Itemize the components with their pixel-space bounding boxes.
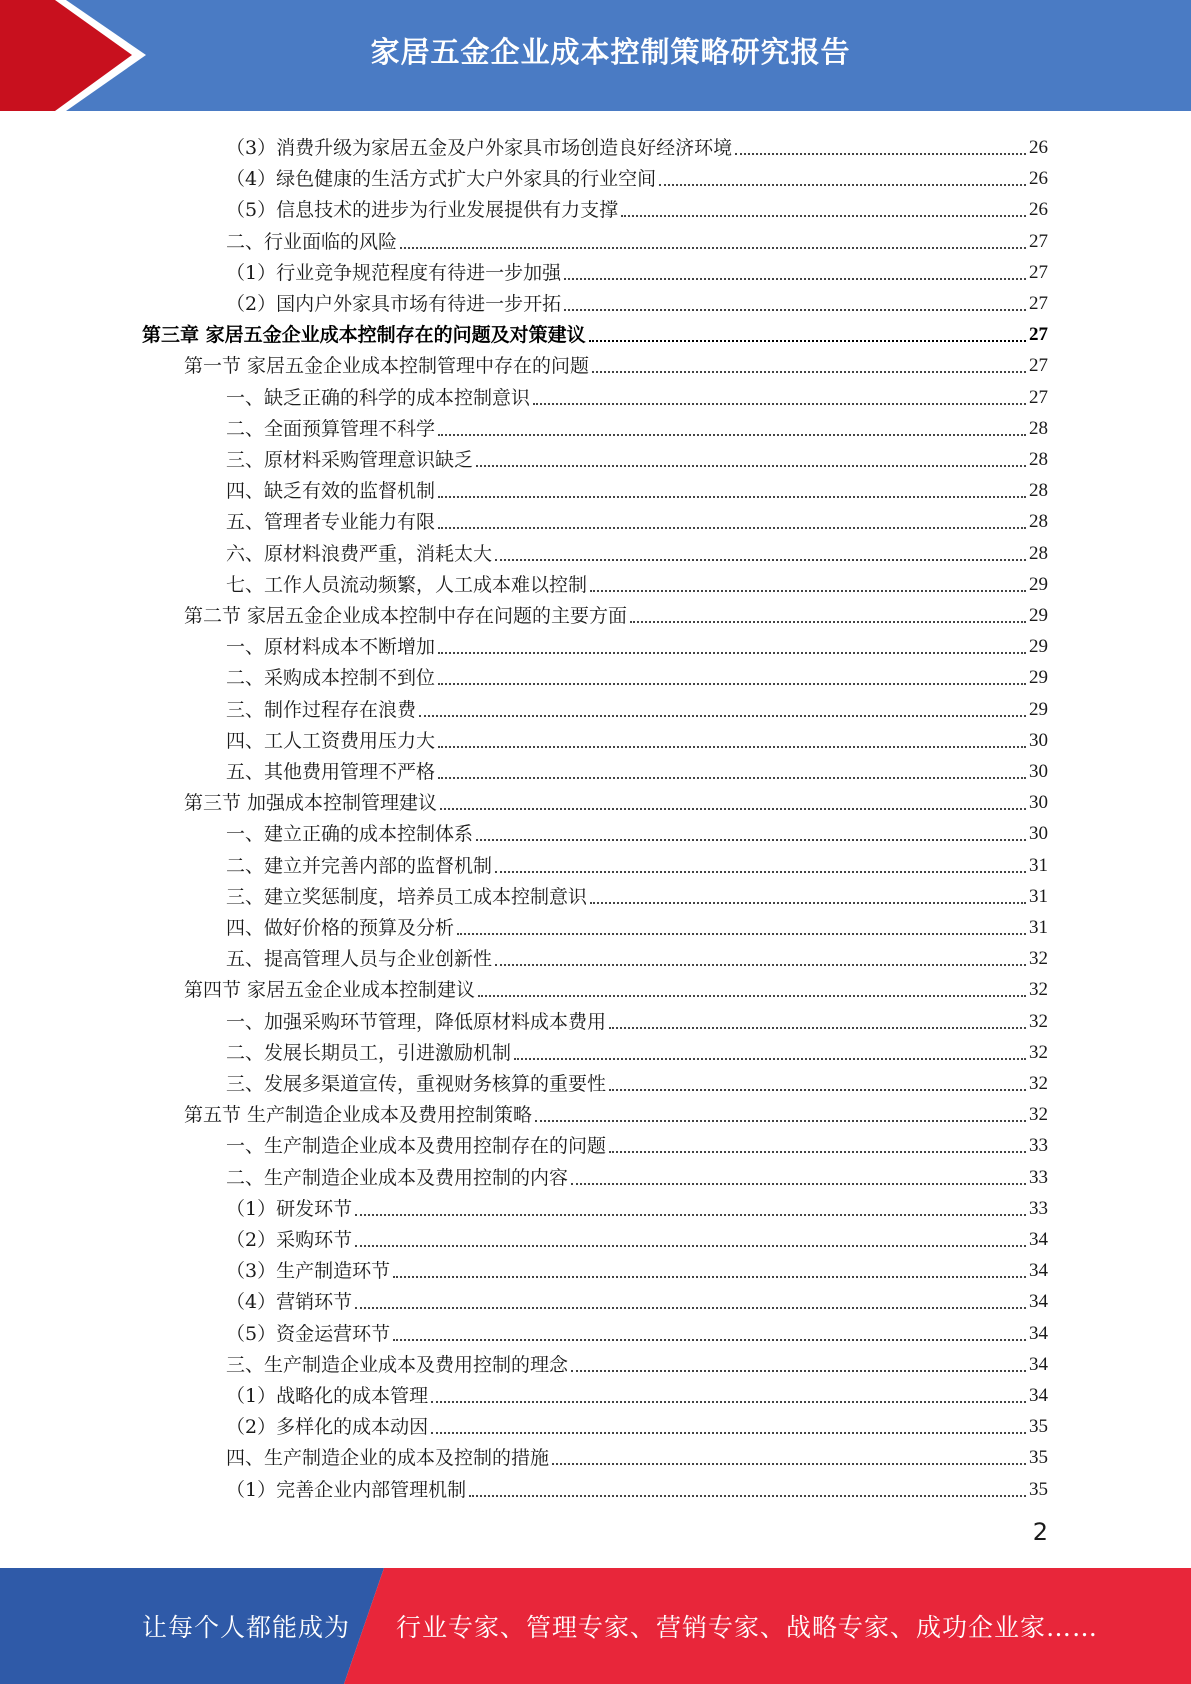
toc-entry-title: 七、工作人员流动频繁，人工成本难以控制 [226,573,588,596]
footer-slogan-right: 行业专家、管理专家、营销专家、战略专家、成功企业家…… [396,1613,1099,1642]
toc-entry[interactable] [226,1220,1048,1251]
toc-entry-title: 二、采购成本控制不到位 [226,667,436,690]
toc-entry-title: 五、管理者专业能力有限 [226,511,436,534]
toc-entry-page: 27 [1029,324,1048,346]
toc-entry-title: 二、建立并完善内部的监督机制 [226,854,493,877]
toc-entry[interactable] [226,502,1048,533]
toc-entry-page: 27 [1029,386,1048,408]
toc-entry-title: （2）采购环节 [226,1229,353,1251]
toc-entry[interactable] [226,1438,1048,1469]
toc-entry-page: 32 [1029,1041,1048,1063]
toc-entry-title: 第三章 家居五金企业成本控制存在的问题及对策建议 [142,324,586,347]
toc-entry-title: 三、制作过程存在浪费 [226,698,417,721]
toc-dot-leader [476,465,1026,467]
toc-entry-page: 29 [1029,698,1048,720]
toc-entry-page: 32 [1029,1073,1048,1094]
toc-dot-leader [393,1276,1026,1278]
toc-entry-title: 六、原材料浪费严重，消耗太大 [226,542,493,565]
toc-entry-page: 29 [1029,636,1048,658]
toc-entry-page: 28 [1029,511,1048,533]
toc-entry[interactable] [226,440,1048,471]
toc-entry-title: 第二节 家居五金企业成本控制中存在问题的主要方面 [184,605,628,627]
toc-entry-page: 35 [1029,1478,1048,1500]
toc-entry-page: 28 [1029,542,1048,564]
toc-dot-leader [514,1058,1026,1060]
toc-entry-title: （1）战略化的成本管理 [226,1385,429,1407]
toc-entry-page: 33 [1029,1197,1048,1219]
toc-dot-leader [659,184,1026,186]
toc-entry-title: （3）生产制造环节 [226,1260,391,1283]
toc-entry-title: 第一节 家居五金企业成本控制管理中存在的问题 [184,355,590,378]
toc-entry-page: 34 [1029,1291,1048,1313]
toc-entry-title: 三、发展多渠道宣传，重视财务核算的重要性 [226,1073,607,1095]
toc-entry-page: 28 [1029,480,1048,502]
toc-entry-title: （1）研发环节 [226,1197,353,1220]
toc-entry[interactable] [184,1095,1048,1126]
toc-entry-title: 三、生产制造企业成本及费用控制的理念 [226,1353,569,1376]
toc-entry-title: 二、生产制造企业成本及费用控制的内容 [226,1166,569,1189]
toc-entry-title: 五、提高管理人员与企业创新性 [226,948,493,971]
toc-entry-title: 第三节 加强成本控制管理建议 [184,792,438,815]
toc-dot-leader [571,1183,1026,1185]
toc-entry-title: 四、工人工资费用压力大 [226,729,436,752]
toc-entry-page: 27 [1029,261,1048,283]
toc-entry[interactable] [226,1033,1048,1064]
toc-entry-title: 一、加强采购环节管理，降低原材料成本费用 [226,1010,607,1033]
toc-entry-title: 一、缺乏正确的科学的成本控制意识 [226,386,531,409]
toc-entry-title: 二、行业面临的风险 [226,230,398,253]
toc-dot-leader [431,1401,1026,1403]
toc-entry-page: 32 [1029,1010,1048,1032]
toc-entry[interactable] [226,877,1048,908]
toc-entry[interactable] [226,1251,1048,1282]
page-number: 2 [1032,1518,1048,1546]
toc-entry[interactable] [226,1064,1048,1095]
toc-entry[interactable] [226,471,1048,502]
toc-dot-leader [735,153,1026,155]
toc-entry-page: 27 [1029,230,1048,252]
toc-entry[interactable] [226,1282,1048,1313]
toc-entry-title: （4）营销环节 [226,1291,353,1314]
toc-entry-title: 第五节 生产制造企业成本及费用控制策略 [184,1104,533,1127]
toc-dot-leader [552,1463,1026,1465]
toc-entry-page: 29 [1029,667,1048,689]
toc-dot-leader [431,1432,1026,1434]
toc-dot-leader [478,995,1026,997]
toc-entry[interactable] [184,970,1048,1001]
toc-dot-leader [438,777,1026,779]
toc-dot-leader [469,1495,1026,1497]
toc-entry-page: 32 [1029,1104,1048,1126]
toc-entry[interactable] [226,1158,1048,1189]
toc-entry-title: 四、生产制造企业的成本及控制的措施 [226,1447,550,1470]
toc-entry-page: 35 [1029,1416,1048,1438]
toc-entry-page: 28 [1029,449,1048,470]
toc-entry-page: 34 [1029,1322,1048,1344]
toc-dot-leader [438,434,1026,436]
toc-dot-leader [476,839,1026,841]
toc-entry-title: 四、做好价格的预算及分析 [226,917,455,939]
footer-slogan-left: 让每个人都能成为 [142,1613,351,1642]
toc-entry-title: 一、原材料成本不断增加 [226,636,436,659]
toc-dot-leader [592,371,1026,373]
toc-entry[interactable] [226,721,1048,752]
toc-dot-leader [438,527,1026,529]
toc-dot-leader [438,652,1026,654]
toc-entry-page: 29 [1029,605,1048,626]
toc-entry-page: 30 [1029,823,1048,845]
toc-entry-title: 四、缺乏有效的监督机制 [226,480,436,503]
toc-entry-page: 28 [1029,417,1048,439]
toc-entry[interactable] [184,783,1048,814]
toc-entry-page: 29 [1029,573,1048,595]
toc-entry[interactable] [226,128,1048,159]
toc-entry-title: 二、全面预算管理不科学 [226,417,436,440]
toc-entry-title: （2）多样化的成本动因 [226,1416,429,1439]
toc-entry[interactable] [226,378,1048,409]
toc-entry[interactable] [184,596,1048,627]
toc-dot-leader [457,933,1026,935]
toc-dot-leader [571,1370,1026,1372]
toc-entry[interactable] [226,1376,1048,1407]
toc-entry[interactable] [226,846,1048,877]
toc-dot-leader [590,590,1026,592]
toc-entry-page: 34 [1029,1229,1048,1250]
toc-entry-title: 一、建立正确的成本控制体系 [226,823,474,846]
toc-entry-title: 五、其他费用管理不严格 [226,761,436,783]
toc-dot-leader [419,715,1026,717]
toc-entry-title: （5）信息技术的进步为行业发展提供有力支撑 [226,199,619,222]
toc-entry[interactable] [226,1314,1048,1345]
toc-entry-page: 26 [1029,137,1048,158]
toc-entry[interactable] [226,159,1048,190]
toc-entry-page: 26 [1029,199,1048,221]
toc-entry[interactable] [142,315,1048,346]
toc-dot-leader [440,808,1026,810]
toc-dot-leader [564,309,1026,311]
toc-entry-title: （1）完善企业内部管理机制 [226,1478,467,1501]
toc-entry[interactable] [226,409,1048,440]
toc-dot-leader [355,1214,1026,1216]
toc-dot-leader [438,746,1026,748]
toc-entry-title: 二、发展长期员工，引进激励机制 [226,1041,512,1064]
toc-entry[interactable] [226,1189,1048,1220]
toc-dot-leader [533,403,1026,405]
toc-entry-page: 26 [1029,168,1048,190]
toc-entry[interactable] [226,627,1048,658]
toc-entry-title: （4）绿色健康的生活方式扩大户外家具的行业空间 [226,168,657,191]
toc-entry[interactable] [226,690,1048,721]
toc-entry-title: （5）资金运营环节 [226,1322,391,1345]
toc-entry[interactable] [226,534,1048,565]
toc-entry-page: 32 [1029,948,1048,970]
toc-dot-leader [564,278,1026,280]
toc-entry-page: 34 [1029,1260,1048,1282]
page-header [0,0,1191,111]
toc-entry[interactable] [226,1407,1048,1438]
toc-dot-leader [438,496,1026,498]
toc-dot-leader [590,902,1026,904]
toc-entry-title: （3）消费升级为家居五金及户外家具市场创造良好经济环境 [226,137,733,159]
toc-entry[interactable] [226,1345,1048,1376]
toc-entry[interactable] [226,253,1048,284]
toc-dot-leader [495,871,1026,873]
toc-entry-title: 第四节 家居五金企业成本控制建议 [184,979,476,1002]
toc-entry-title: （2）国内户外家具市场有待进一步开拓 [226,293,562,315]
toc-entry[interactable] [226,190,1048,221]
page-footer [0,1568,1191,1684]
toc-entry[interactable] [226,814,1048,845]
toc-dot-leader [438,683,1026,685]
toc-entry[interactable] [226,939,1048,970]
toc-entry-title: （1）行业竞争规范程度有待进一步加强 [226,261,562,284]
toc-entry-page: 34 [1029,1353,1048,1375]
toc-entry-page: 35 [1029,1447,1048,1469]
toc-entry[interactable] [226,1470,1048,1501]
toc-entry-page: 30 [1029,761,1048,782]
toc-dot-leader [609,1151,1026,1153]
toc-entry-page: 34 [1029,1385,1048,1406]
toc-entry[interactable] [226,222,1048,253]
toc-entry-title: 三、建立奖惩制度，培养员工成本控制意识 [226,885,588,908]
toc-entry[interactable] [226,752,1048,783]
toc-dot-leader [621,215,1026,217]
toc-dot-leader [355,1307,1026,1309]
toc-dot-leader [495,964,1026,966]
toc-entry-page: 27 [1029,355,1048,377]
toc-entry[interactable] [184,346,1048,377]
toc-entry-page: 31 [1029,885,1048,907]
toc-dot-leader [495,559,1026,561]
toc-dot-leader [609,1089,1026,1091]
toc-entry-title: 三、原材料采购管理意识缺乏 [226,449,474,471]
toc-entry-page: 33 [1029,1166,1048,1188]
toc-dot-leader [609,1027,1026,1029]
toc-dot-leader [400,247,1026,249]
toc-entry-page: 32 [1029,979,1048,1001]
toc-entry-page: 30 [1029,729,1048,751]
toc-dot-leader [393,1339,1026,1341]
toc-entry[interactable] [226,658,1048,689]
toc-entry[interactable] [226,565,1048,596]
toc-entry-page: 31 [1029,854,1048,876]
toc-entry-title: 一、生产制造企业成本及费用控制存在的问题 [226,1135,607,1158]
toc-dot-leader [355,1245,1026,1247]
toc-entry-page: 31 [1029,917,1048,938]
toc-dot-leader [535,1120,1026,1122]
toc-dot-leader [630,621,1026,623]
toc-entry-page: 33 [1029,1135,1048,1157]
report-title: 家居五金企业成本控制策略研究报告 [370,34,851,69]
toc-entry[interactable] [226,284,1048,315]
toc-entry[interactable] [226,1126,1048,1157]
toc-dot-leader [589,340,1026,342]
toc-entry-page: 27 [1029,293,1048,314]
toc-entry-page: 30 [1029,792,1048,814]
toc-entry[interactable] [226,1002,1048,1033]
toc-entry[interactable] [226,908,1048,939]
